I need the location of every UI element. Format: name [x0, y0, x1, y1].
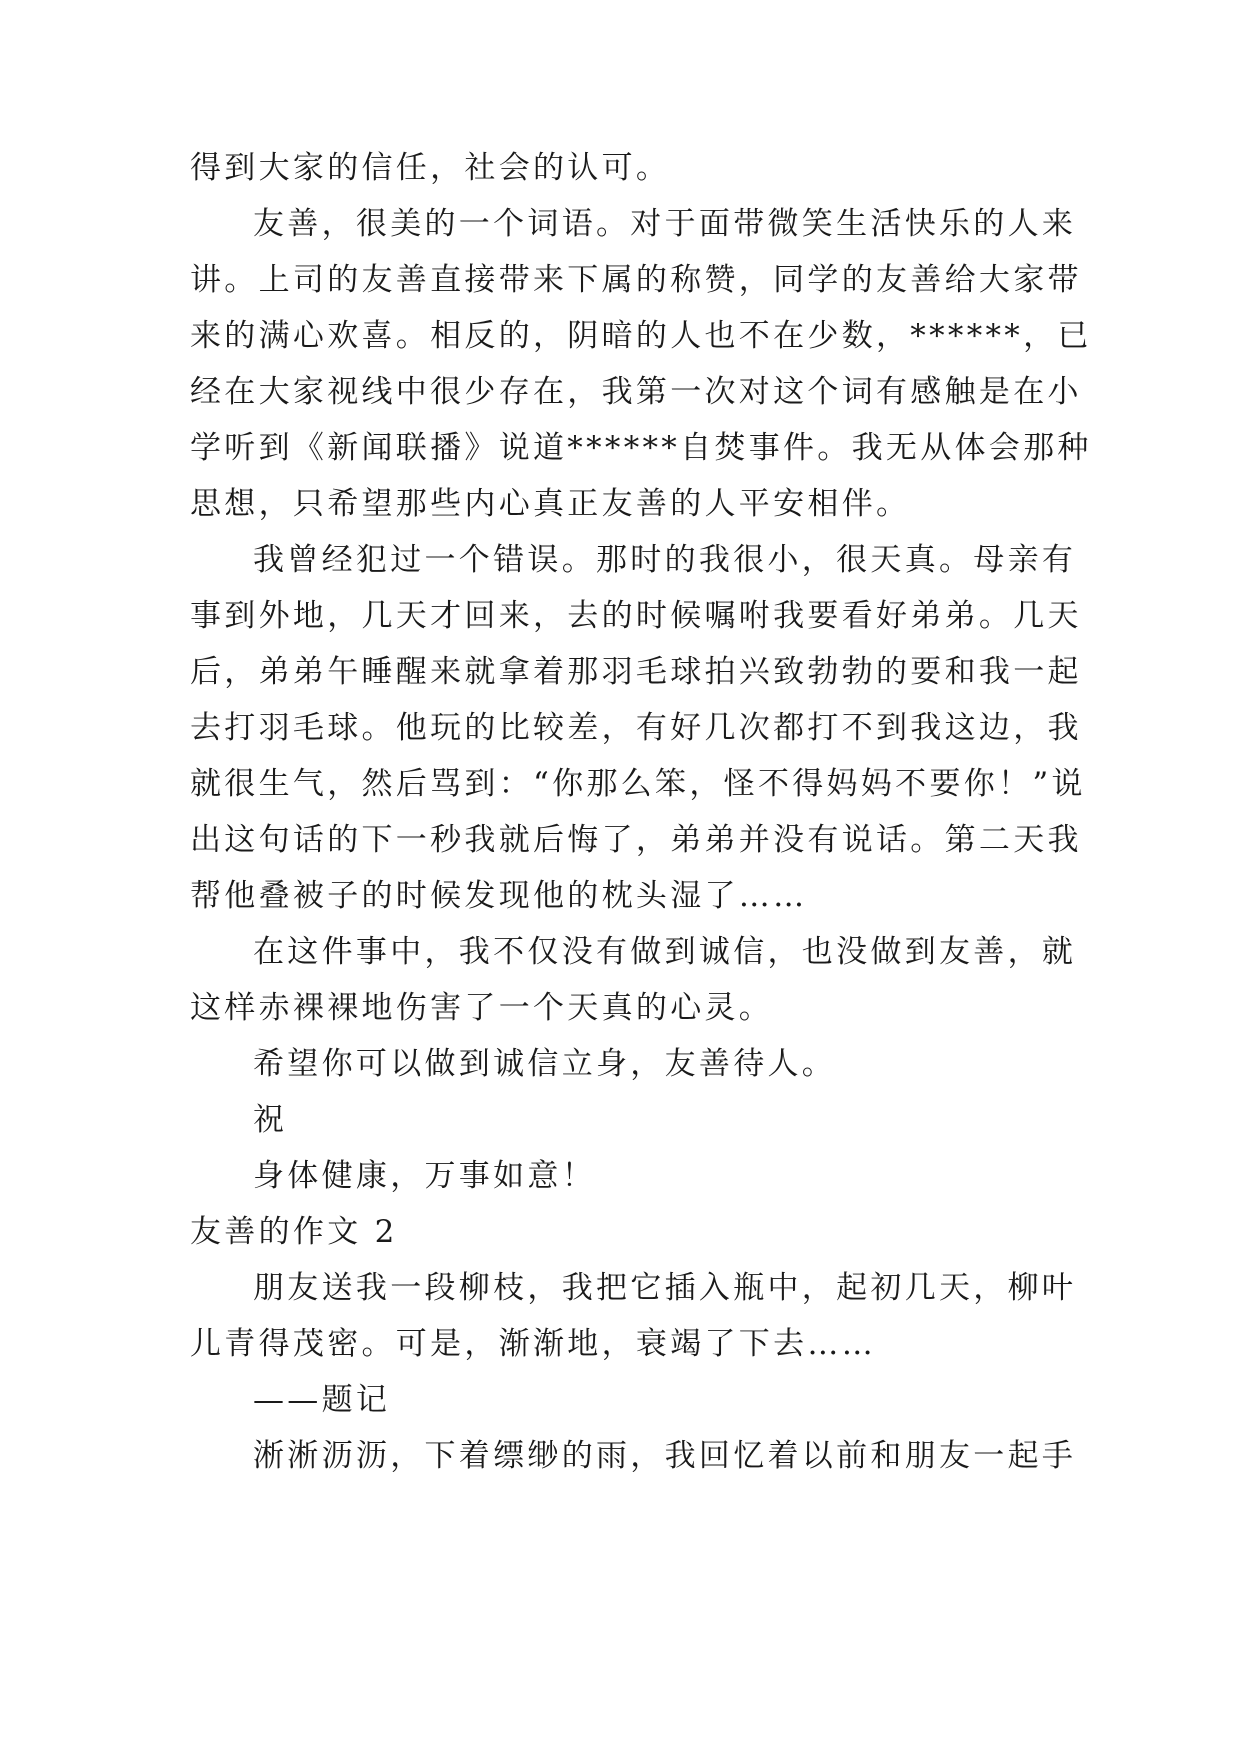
- epigraph-attribution: ——题记: [253, 1382, 391, 1418]
- paragraph-start: 我曾经犯过一个错误。那时的我很小，很天真。母亲有: [253, 542, 1077, 578]
- text-line: 后，弟弟午睡醒来就拿着那羽毛球拍兴致勃勃的要和我一起: [190, 654, 1082, 690]
- text-line: 来的满心欢喜。相反的，阴暗的人也不在少数，******，已: [190, 318, 1092, 354]
- paragraph-start: 朋友送我一段柳枝，我把它插入瓶中，起初几天，柳叶: [253, 1270, 1077, 1306]
- text-line: 事到外地，几天才回来，去的时候嘱咐我要看好弟弟。几天: [190, 598, 1082, 634]
- text-line: 得到大家的信任，社会的认可。: [190, 150, 671, 186]
- text-line: 帮他叠被子的时候发现他的枕头湿了……: [190, 878, 808, 914]
- text-line: 儿青得茂密。可是，渐渐地，衰竭了下去……: [190, 1326, 876, 1362]
- paragraph-start: 友善，很美的一个词语。对于面带微笑生活快乐的人来: [253, 206, 1077, 242]
- text-line: 经在大家视线中很少存在，我第一次对这个词有感触是在小: [190, 374, 1082, 410]
- paragraph-start: 在这件事中，我不仅没有做到诚信，也没做到友善，就: [253, 934, 1077, 970]
- closing-salutation: 祝: [253, 1102, 288, 1138]
- text-line: 这样赤裸裸地伤害了一个天真的心灵。: [190, 990, 774, 1026]
- paragraph-start: 希望你可以做到诚信立身，友善待人。: [253, 1046, 837, 1082]
- text-line: 讲。上司的友善直接带来下属的称赞，同学的友善给大家带: [190, 262, 1082, 298]
- closing-wish: 身体健康，万事如意！: [253, 1158, 596, 1194]
- paragraph-start: 淅淅沥沥，下着缥缈的雨，我回忆着以前和朋友一起手: [253, 1438, 1077, 1474]
- text-line: 去打羽毛球。他玩的比较差，有好几次都打不到我这边，我: [190, 710, 1082, 746]
- text-line: 就很生气，然后骂到：“你那么笨，怪不得妈妈不要你！”说: [190, 766, 1086, 802]
- text-line: 思想，只希望那些内心真正友善的人平安相伴。: [190, 486, 911, 522]
- text-line: 学听到《新闻联播》说道******自焚事件。我无从体会那种: [190, 430, 1092, 466]
- text-line: 出这句话的下一秒我就后悔了，弟弟并没有说话。第二天我: [190, 822, 1082, 858]
- section-heading: 友善的作文 2: [190, 1214, 398, 1250]
